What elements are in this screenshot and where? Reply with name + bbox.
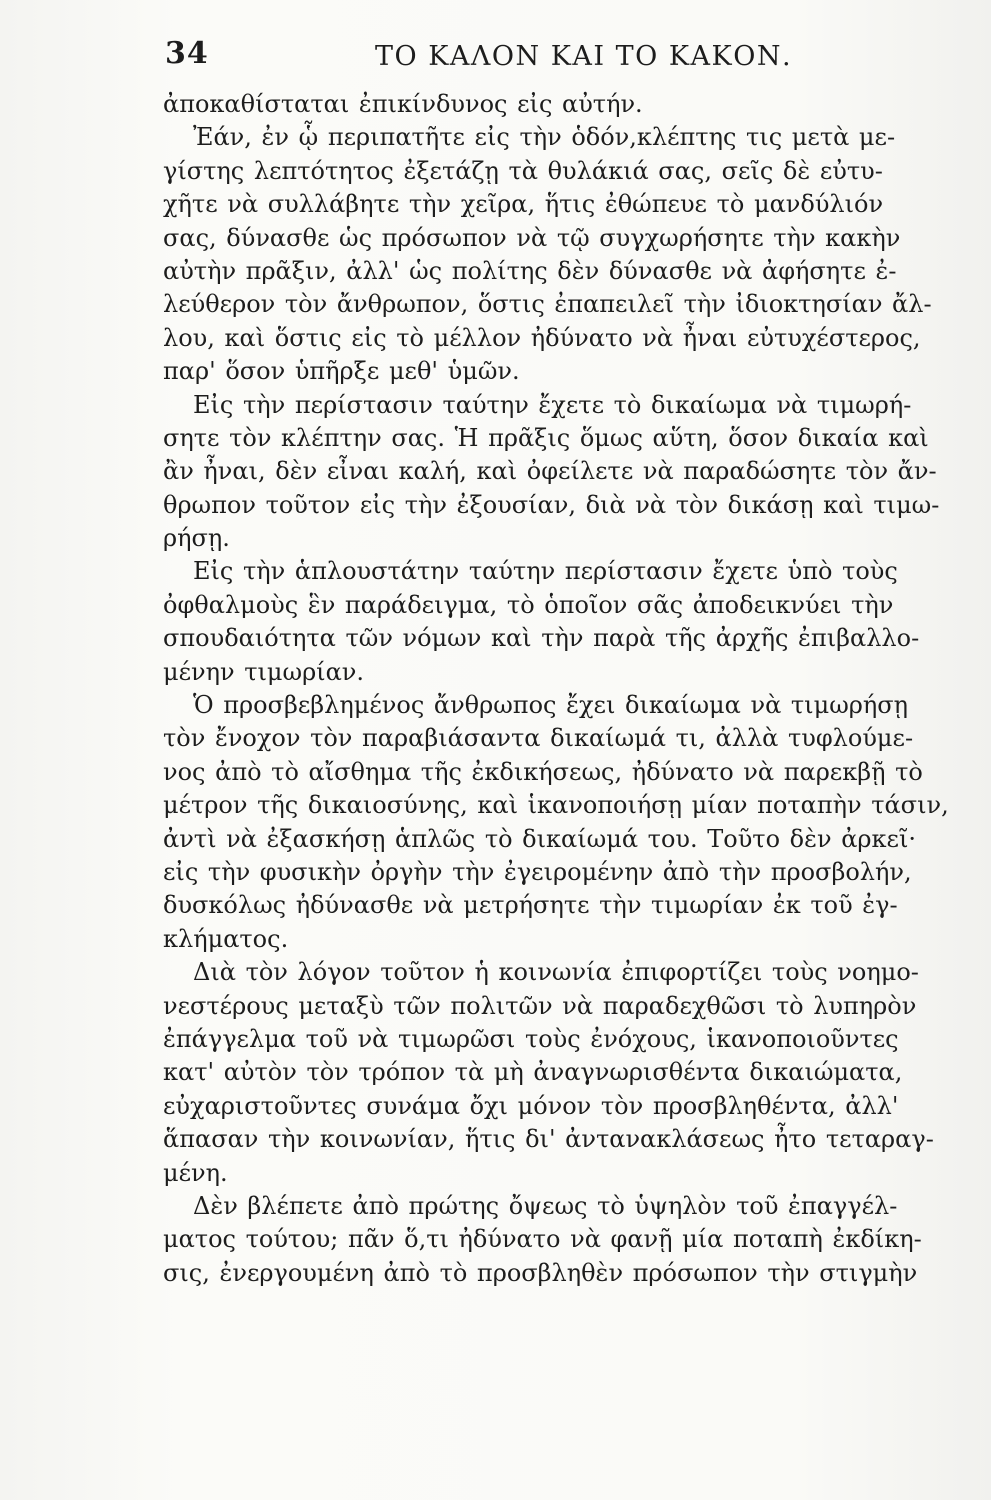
text-line: Ὁ προσβεβλημένος ἄνθρωπος ἔχει δικαίωμα νὰ τιμωρήσῃ [193, 691, 909, 720]
text-line: ἀποκαθίσταται ἐπικίνδυνος εἰς αὐτήν. [163, 90, 643, 118]
text-line: Δὲν βλέπετε ἀπὸ πρώτης ὄψεως τὸ ὑψηλὸν τοῦ ἐπαγγέλ- [193, 1191, 898, 1220]
text-line: ἂν ἦναι, δὲν εἶναι καλή, καὶ ὀφείλετε νὰ παραδώσητε τὸν ἄν- [163, 457, 937, 486]
text-line: ἐπάγγελμα τοῦ νὰ τιμωρῶσι τοὺς ἐνόχους, ἱκανοποιοῦντες [163, 1024, 899, 1053]
text-line: σητε τὸν κλέπτην σας. Ἡ πρᾶξις ὅμως αὕτη, ὅσον δικαία καὶ [163, 423, 929, 452]
text-line: Διὰ τὸν λόγον τοῦτον ἡ κοινωνία ἐπιφορτίζει τοὺς νοημο- [193, 958, 919, 987]
text-line: ὀφθαλμοὺς ἓν παράδειγμα, τὸ ὁποῖον σᾶς ἀποδεικνύει τὴν [163, 590, 894, 619]
text-line: γίστης λεπτότητος ἐξετάζῃ τὰ θυλάκιά σας, σεῖς δὲ εὐτυ- [163, 156, 883, 185]
text-line: σπουδαιότητα τῶν νόμων καὶ τὴν παρὰ τῆς ἀρχῆς ἐπιβαλλο- [163, 624, 920, 653]
text-line: λου, καὶ ὅστις εἰς τὸ μέλλον ἠδύνατο νὰ ἦναι εὐτυχέστερος, [163, 323, 921, 352]
text-line: λεύθερον τὸν ἄνθρωπον, ὅστις ἐπαπειλεῖ τὴν ἰδιοκτησίαν ἄλ- [163, 290, 932, 319]
text-line: σας, δύνασθε ὡς πρόσωπον νὰ τῷ συγχωρήσητε τὴν κακὴν [163, 223, 901, 252]
text-line: τὸν ἔνοχον τὸν παραβιάσαντα δικαίωμά τι, ἀλλὰ τυφλούμε- [163, 724, 914, 753]
text-line: ἀντὶ νὰ ἐξασκήσῃ ἁπλῶς τὸ δικαίωμά του. Τοῦτο δὲν ἀρκεῖ· [163, 824, 916, 853]
text-line: νεστέρους μεταξὺ τῶν πολιτῶν νὰ παραδεχθῶσι τὸ λυπηρὸν [163, 991, 917, 1020]
text-line: δυσκόλως ἠδύνασθε νὰ μετρήσητε τὴν τιμωρίαν ἐκ τοῦ ἐγ- [163, 891, 898, 920]
page-header [165, 36, 945, 80]
text-line: εὐχαριστοῦντες συνάμα ὄχι μόνον τὸν προσβληθέντα, ἀλλ' [163, 1091, 899, 1120]
text-line: ρήσῃ. [163, 524, 230, 553]
text-line: θρωπον τοῦτον εἰς τὴν ἐξουσίαν, διὰ νὰ τὸν δικάσῃ καὶ τιμω- [163, 490, 940, 519]
text-line: χῆτε νὰ συλλάβητε τὴν χεῖρα, ἥτις ἐθώπευε τὸ μανδύλιόν [163, 190, 884, 219]
text-line: σις, ἐνεργουμένη ἀπὸ τὸ προσβληθὲν πρόσωπον τὴν στιγμὴν [163, 1258, 918, 1287]
running-title: ΤΟ ΚΑΛΟΝ ΚΑΙ ΤΟ ΚΑΚΟΝ. [375, 41, 793, 72]
text-line: ἅπασαν τὴν κοινωνίαν, ἥτις δι' ἀντανακλάσεως ἦτο τεταραγ- [163, 1125, 934, 1154]
text-line: αὐτὴν πρᾶξιν, ἀλλ' ὡς πολίτης δὲν δύνασθε νὰ ἀφήσητε ἐ- [163, 256, 897, 285]
text-line: Ἐάν, ἐν ᾧ περιπατῆτε εἰς τὴν ὁδόν,κλέπτης τις μετὰ με- [193, 123, 896, 152]
text-line: ματος τούτου; πᾶν ὅ,τι ἠδύνατο νὰ φανῇ μία ποταπὴ ἐκδίκη- [163, 1225, 922, 1254]
text-line: μένην τιμωρίαν. [163, 657, 365, 686]
text-line: παρ' ὅσον ὑπῆρξε μεθ' ὑμῶν. [163, 357, 520, 386]
page-number: 34 [165, 36, 209, 71]
text-line: νος ἀπὸ τὸ αἴσθημα τῆς ἐκδικήσεως, ἠδύνατο νὰ παρεκβῇ τὸ [163, 757, 923, 786]
text-line: κατ' αὐτὸν τὸν τρόπον τὰ μὴ ἀναγνωρισθέντα δικαιώματα, [163, 1058, 903, 1087]
text-line: κλήματος. [163, 924, 289, 953]
text-line: Εἰς τὴν περίστασιν ταύτην ἔχετε τὸ δικαίωμα νὰ τιμωρή- [193, 390, 912, 419]
text-line: Εἰς τὴν ἁπλουστάτην ταύτην περίστασιν ἔχετε ὑπὸ τοὺς [193, 557, 898, 586]
text-line: εἰς τὴν φυσικὴν ὀργὴν τὴν ἐγειρομένην ἀπὸ τὴν προσβολήν, [163, 857, 912, 886]
text-line: μένη. [163, 1158, 228, 1187]
text-line: μέτρον τῆς δικαιοσύνης, καὶ ἱκανοποιήσῃ μίαν ποταπὴν τάσιν, [163, 791, 949, 820]
body-text [163, 88, 948, 1290]
